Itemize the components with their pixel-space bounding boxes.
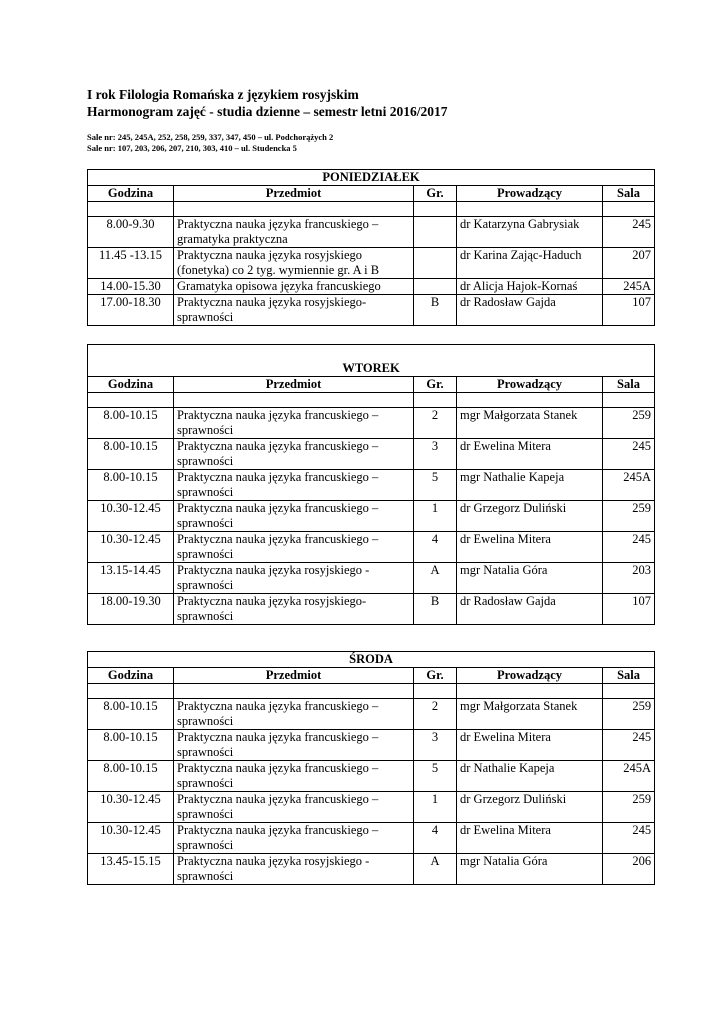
cell-godzina: 8.00-10.15 — [88, 730, 174, 761]
cell-przedmiot: Praktyczna nauka języka francuskiego – gramatyka praktyczna — [174, 217, 414, 248]
column-header-prowadzacy: Prowadzący — [457, 668, 603, 684]
cell-sala: 245 — [603, 532, 655, 563]
table-row — [88, 470, 655, 501]
cell-gr: B — [414, 594, 457, 625]
cell-prowadzacy: dr Grzegorz Duliński — [457, 501, 603, 532]
cell-sala: 107 — [603, 594, 655, 625]
cell-prowadzacy: mgr Małgorzata Stanek — [457, 699, 603, 730]
column-header-godzina: Godzina — [88, 377, 174, 393]
cell-sala: 245 — [603, 439, 655, 470]
cell-prowadzacy: dr Radosław Gajda — [457, 295, 603, 326]
rooms-info-podchorazych: Sale nr: 245, 245A, 252, 258, 259, 337, 347, 450 – ul. Podchorążych 2 — [87, 132, 334, 142]
cell-prowadzacy: dr Ewelina Mitera — [457, 439, 603, 470]
table-row — [88, 761, 655, 792]
cell-prowadzacy: mgr Małgorzata Stanek — [457, 408, 603, 439]
cell-prowadzacy: dr Alicja Hajok-Kornaś — [457, 279, 603, 295]
cell-sala: 206 — [603, 854, 655, 885]
cell-sala: 245 — [603, 217, 655, 248]
cell-gr: 4 — [414, 823, 457, 854]
table-row — [88, 279, 655, 295]
table-row — [88, 248, 655, 279]
document-title: I rok Filologia Romańska z językiem rosyjskim — [87, 87, 359, 102]
cell-gr: A — [414, 854, 457, 885]
cell-godzina: 10.30-12.45 — [88, 532, 174, 563]
cell-godzina: 10.30-12.45 — [88, 823, 174, 854]
document-subtitle: Harmonogram zajęć - studia dzienne – semestr letni 2016/2017 — [87, 104, 448, 119]
column-header-sala: Sala — [603, 668, 655, 684]
column-header-gr: Gr. — [414, 186, 457, 202]
cell-godzina: 8.00-10.15 — [88, 439, 174, 470]
column-header-prowadzacy: Prowadzący — [457, 186, 603, 202]
cell-sala: 245A — [603, 470, 655, 501]
column-header-sala: Sala — [603, 186, 655, 202]
table-row — [88, 501, 655, 532]
cell-przedmiot: Praktyczna nauka języka rosyjskiego- sprawności — [174, 594, 414, 625]
cell-gr: A — [414, 563, 457, 594]
rooms-info-studencka: Sale nr: 107, 203, 206, 207, 210, 303, 410 – ul. Studencka 5 — [87, 143, 297, 153]
cell-godzina: 18.00-19.30 — [88, 594, 174, 625]
table-row — [88, 730, 655, 761]
cell-godzina: 14.00-15.30 — [88, 279, 174, 295]
column-header-przedmiot: Przedmiot — [174, 377, 414, 393]
schedule-table-sroda — [87, 651, 655, 885]
cell-godzina: 17.00-18.30 — [88, 295, 174, 326]
cell-sala: 259 — [603, 699, 655, 730]
cell-sala: 207 — [603, 248, 655, 279]
cell-przedmiot: Praktyczna nauka języka francuskiego – sprawności — [174, 761, 414, 792]
table-row — [88, 699, 655, 730]
day-header: ŚRODA — [88, 652, 655, 668]
column-header-gr: Gr. — [414, 668, 457, 684]
cell-godzina: 10.30-12.45 — [88, 792, 174, 823]
cell-godzina: 8.00-9.30 — [88, 217, 174, 248]
table-row — [88, 295, 655, 326]
cell-przedmiot: Praktyczna nauka języka francuskiego – sprawności — [174, 823, 414, 854]
cell-przedmiot: Praktyczna nauka języka francuskiego – sprawności — [174, 501, 414, 532]
cell-prowadzacy: dr Grzegorz Duliński — [457, 792, 603, 823]
cell-przedmiot: Praktyczna nauka języka francuskiego – sprawności — [174, 792, 414, 823]
cell-gr: 1 — [414, 792, 457, 823]
table-row — [88, 563, 655, 594]
cell-sala: 107 — [603, 295, 655, 326]
cell-godzina: 8.00-10.15 — [88, 761, 174, 792]
cell-gr — [414, 217, 457, 248]
cell-sala: 203 — [603, 563, 655, 594]
cell-gr: 1 — [414, 501, 457, 532]
cell-prowadzacy: dr Ewelina Mitera — [457, 532, 603, 563]
cell-przedmiot: Praktyczna nauka języka francuskiego – sprawności — [174, 408, 414, 439]
column-header-sala: Sala — [603, 377, 655, 393]
cell-sala: 259 — [603, 408, 655, 439]
cell-gr: B — [414, 295, 457, 326]
cell-prowadzacy: mgr Natalia Góra — [457, 563, 603, 594]
schedule-table-poniedzialek — [87, 169, 655, 326]
cell-przedmiot: Praktyczna nauka języka francuskiego – sprawności — [174, 730, 414, 761]
cell-gr: 2 — [414, 408, 457, 439]
cell-godzina: 8.00-10.15 — [88, 470, 174, 501]
cell-prowadzacy: mgr Natalia Góra — [457, 854, 603, 885]
table-row — [88, 217, 655, 248]
table-row — [88, 532, 655, 563]
cell-prowadzacy: dr Radosław Gajda — [457, 594, 603, 625]
cell-przedmiot: Praktyczna nauka języka francuskiego – sprawności — [174, 439, 414, 470]
cell-gr: 3 — [414, 730, 457, 761]
cell-prowadzacy: dr Nathalie Kapeja — [457, 761, 603, 792]
cell-prowadzacy: dr Karina Zając-Haduch — [457, 248, 603, 279]
cell-prowadzacy: dr Ewelina Mitera — [457, 730, 603, 761]
column-header-prowadzacy: Prowadzący — [457, 377, 603, 393]
table-row — [88, 792, 655, 823]
cell-sala: 259 — [603, 792, 655, 823]
cell-gr: 5 — [414, 761, 457, 792]
cell-przedmiot: Praktyczna nauka języka rosyjskiego- sprawności — [174, 295, 414, 326]
column-header-godzina: Godzina — [88, 186, 174, 202]
cell-gr: 4 — [414, 532, 457, 563]
cell-sala: 259 — [603, 501, 655, 532]
table-row — [88, 854, 655, 885]
cell-gr — [414, 279, 457, 295]
cell-sala: 245 — [603, 823, 655, 854]
cell-przedmiot: Praktyczna nauka języka rosyjskiego - sprawności — [174, 563, 414, 594]
table-row — [88, 408, 655, 439]
cell-sala: 245 — [603, 730, 655, 761]
day-header: PONIEDZIAŁEK — [88, 170, 655, 186]
cell-prowadzacy: dr Katarzyna Gabrysiak — [457, 217, 603, 248]
cell-godzina: 10.30-12.45 — [88, 501, 174, 532]
day-header: WTOREK — [88, 345, 655, 377]
table-row — [88, 594, 655, 625]
column-header-gr: Gr. — [414, 377, 457, 393]
cell-gr — [414, 248, 457, 279]
cell-przedmiot: Gramatyka opisowa języka francuskiego — [174, 279, 414, 295]
cell-sala: 245A — [603, 761, 655, 792]
cell-prowadzacy: mgr Nathalie Kapeja — [457, 470, 603, 501]
cell-godzina: 11.45 -13.15 — [88, 248, 174, 279]
cell-przedmiot: Praktyczna nauka języka rosyjskiego (fonetyka) co 2 tyg. wymiennie gr. A i B — [174, 248, 414, 279]
cell-sala: 245A — [603, 279, 655, 295]
cell-przedmiot: Praktyczna nauka języka francuskiego – sprawności — [174, 699, 414, 730]
cell-godzina: 13.45-15.15 — [88, 854, 174, 885]
column-header-godzina: Godzina — [88, 668, 174, 684]
cell-godzina: 8.00-10.15 — [88, 699, 174, 730]
cell-prowadzacy: dr Ewelina Mitera — [457, 823, 603, 854]
cell-gr: 5 — [414, 470, 457, 501]
cell-gr: 3 — [414, 439, 457, 470]
cell-przedmiot: Praktyczna nauka języka francuskiego – sprawności — [174, 470, 414, 501]
column-header-przedmiot: Przedmiot — [174, 186, 414, 202]
cell-przedmiot: Praktyczna nauka języka rosyjskiego - sprawności — [174, 854, 414, 885]
schedule-table-wtorek — [87, 344, 655, 625]
table-row — [88, 439, 655, 470]
cell-przedmiot: Praktyczna nauka języka francuskiego – sprawności — [174, 532, 414, 563]
cell-gr: 2 — [414, 699, 457, 730]
table-row — [88, 823, 655, 854]
column-header-przedmiot: Przedmiot — [174, 668, 414, 684]
cell-godzina: 13.15-14.45 — [88, 563, 174, 594]
cell-godzina: 8.00-10.15 — [88, 408, 174, 439]
